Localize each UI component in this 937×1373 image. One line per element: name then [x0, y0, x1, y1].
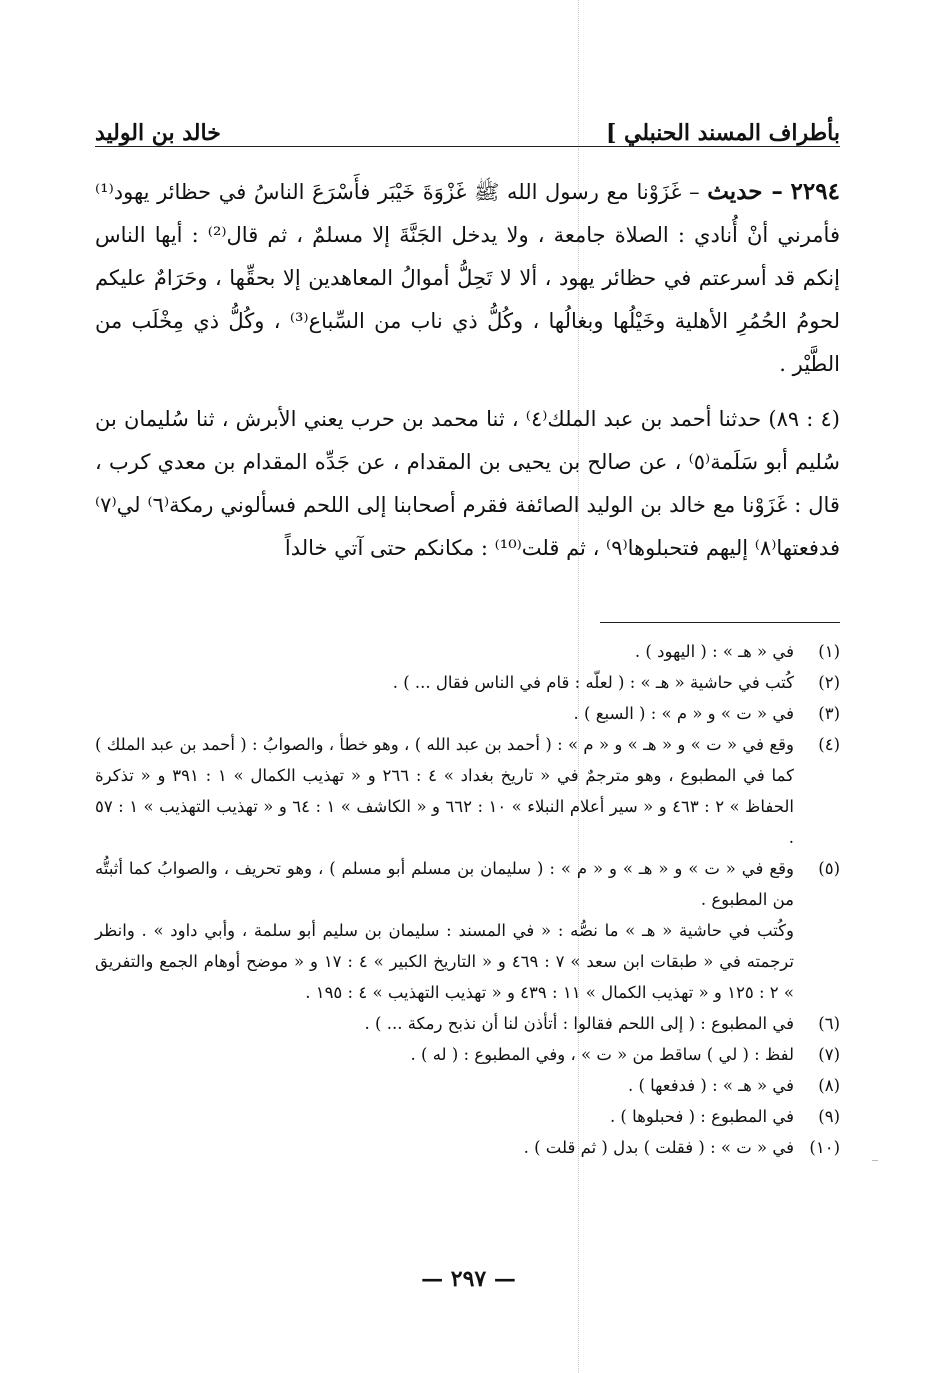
footnote-text: وقع في « ت » و « هـ » و « م » : ( أحمد بن عبد الله ) ، وهو خطأ ، والصوابُ : ( أحمد بن عبد الملك ) كما في المطبوع ، وهو مترجمٌ في « تاريخ بغداد » ٤ : ٢٦٦ و « تهذيب الكمال » ١ : ٣٩١ و « تذكرة الحفاظ » ٢ : ٤٦٣ و « سير أعلام النبلاء » ١٠ : ٦٦٢ و « الكاشف » ١ : ٦٤ و « تهذيب التهذيب » ١ : ٥٧ .: [95, 735, 795, 847]
footnote-number: (٨): [818, 1076, 840, 1095]
hadith-text-line: غَزَوْنا مع رسول الله ﷺ غَزْوَةَ خَيْبَر فأَسْرَعَ الناسُ في حظائر: [157, 180, 682, 204]
footnote: [95, 636, 840, 667]
footnote: [95, 667, 840, 698]
footnote: [95, 729, 840, 853]
footnotes: [95, 636, 840, 1163]
isnad-paragraph: [95, 398, 840, 570]
isnad-line: سُليمان بن سُليم أبو سَلَمة⁽٥⁾ ، عن صالح بن يحيى بن المقدام ، عن جَدِّه المقدام بن معدي: [95, 407, 840, 474]
footnote: [95, 1039, 840, 1070]
hadith-text-line: يهود⁽¹⁾ فأمرني أنْ أُنادي : الصلاة جامعة ، ولا يدخل الجَنَّةَ إلا مسلمٌ ، ثم قال⁽²⁾ : أيها: [95, 180, 840, 247]
footnote: [95, 698, 840, 729]
footnote-text: في المطبوع : ( فحبلوها ) .: [609, 1107, 794, 1126]
hadith-paragraph: ٢٢٩٤ – حديث – غَزَوْنا مع رسول الله ﷺ غَزْوَةَ خَيْبَر فأَسْرَعَ الناسُ في حظائر يهود⁽¹⁾ فأمرني أنْ أُنادي : الصلاة جامعة ، ولا يدخل الجَنَّةَ إلا مسلمٌ ، ثم قال⁽²⁾ : أيها الناس إنكم قد أسرعتم في حظائر يهود ، ألا لا تَحِلُّ أموالُ المعاهدين إلا بحقِّها ، وحَرَامٌ عليكم لحومُ الحُمُرِ الأهلية وخَيْلُها وبغالُها ، وكُلُّ ذي ناب من السِّباع⁽³⁾ ، وكُلُّ ذي مِخْلَب من الطَّيْر .: [95, 178, 841, 376]
footnote: [95, 853, 840, 915]
isnad-line: رمكة⁽٦⁾ لي⁽٧⁾ فدفعتها⁽٨⁾ إليهم فتحبلوها⁽٩⁾ ، ثم قلت⁽¹⁰⁾ : مكانكم حتى آتي خالداً: [95, 493, 840, 560]
footnote-text: في « ت » و « م » : ( السبع ) .: [573, 704, 794, 723]
footnote: [95, 1101, 840, 1132]
header-book-title: بأطراف المسند الحنبلي ]: [605, 120, 840, 146]
footnote-text: في المطبوع : ( إلى اللحم فقالوا : أتأذن لنا أن نذبح رمكة ... ) .: [364, 1014, 794, 1033]
hadith-text-line: الناس إنكم قد أسرعتم في حظائر يهود ، ألا لا تَحِلُّ أموالُ المعاهدين إلا بحقِّها ، وحَرَامٌ: [95, 223, 840, 290]
isnad-line: (٤ : ٨٩) حدثنا أحمد بن عبد الملك⁽٤⁾ ، ثنا محمد بن حرب يعني الأبرش ، ثنا: [195, 407, 840, 431]
footnote-text: وقع في « ت » و « هـ » و « م » : ( سليمان بن مسلم أبو مسلم ) ، وهو تحريف ، والصوابُ كما أثبتُّه من المطبوع .: [95, 859, 794, 909]
footnote: [95, 1070, 840, 1101]
footnote-number: (٩): [818, 1107, 840, 1126]
hadith-text-line: مِخْلَب من الطَّيْر .: [95, 309, 840, 376]
footnote-number: (٢): [818, 673, 840, 692]
hadith-label: حديث: [707, 178, 763, 205]
header-rule: [95, 146, 840, 147]
footnote-number: (١٠): [809, 1138, 840, 1157]
footnote-text: في « هـ » : ( اليهود ) .: [634, 642, 794, 661]
hadith-number: ٢٢٩٤: [790, 178, 840, 205]
footnote-number: (٥): [818, 859, 840, 878]
main-text: [95, 170, 840, 570]
footnote-number: (٤): [818, 735, 840, 754]
footnote-number: (٧): [818, 1045, 840, 1064]
footnote: [95, 1008, 840, 1039]
footnote-separator: [600, 622, 840, 623]
footnote-number: (١): [818, 642, 840, 661]
footnote-number: (٣): [818, 704, 840, 723]
isnad-line: كرب ، قال : غَزَوْنا مع خالد بن الوليد الصائفة فقرم أصحابنا إلى اللحم فسألوني: [95, 450, 840, 517]
footnote-number: (٦): [818, 1014, 840, 1033]
footnote: [95, 1132, 840, 1163]
footnote-text: في « ت » : ( فقلت ) بدل ( ثم قلت ) .: [523, 1138, 794, 1157]
scan-edge-mark: [872, 1160, 878, 1161]
footnote-text: في « هـ » : ( فدفعها ) .: [627, 1076, 794, 1095]
footnote-continuation: وكُتب في حاشية « هـ » ما نصُّه : « في المسند : سليمان بن سليم أبو سلمة ، وأبي داود » . وانظر ترجمته في « طبقات ابن سعد » ٧ : ٤٦٩ و « التاريخ الكبير » ٤ : ١٧ و « موضح أوهام الجمع والتفريق » ٢ : ١٢٥ و « تهذيب الكمال » ١١ : ٤٣٩ و « تهذيب التهذيب » ٤ : ١٩٥ .: [95, 921, 794, 1002]
footnote-text: لفظ : ( لي ) ساقط من « ت » ، وفي المطبوع : ( له ) .: [410, 1045, 794, 1064]
header-section-title: خالد بن الوليد: [95, 120, 221, 146]
running-header: [95, 104, 840, 146]
footnote-text: كُتب في حاشية « هـ » : ( لعلّه : قام في الناس فقال ... ) .: [392, 673, 794, 692]
page-number: — ٢٩٧ —: [421, 1266, 516, 1292]
hadith-text-line: عليكم لحومُ الحُمُرِ الأهلية وخَيْلُها وبغالُها ، وكُلُّ ذي ناب من السِّباع⁽³⁾ ، وكُلُّ ذي: [95, 266, 841, 333]
